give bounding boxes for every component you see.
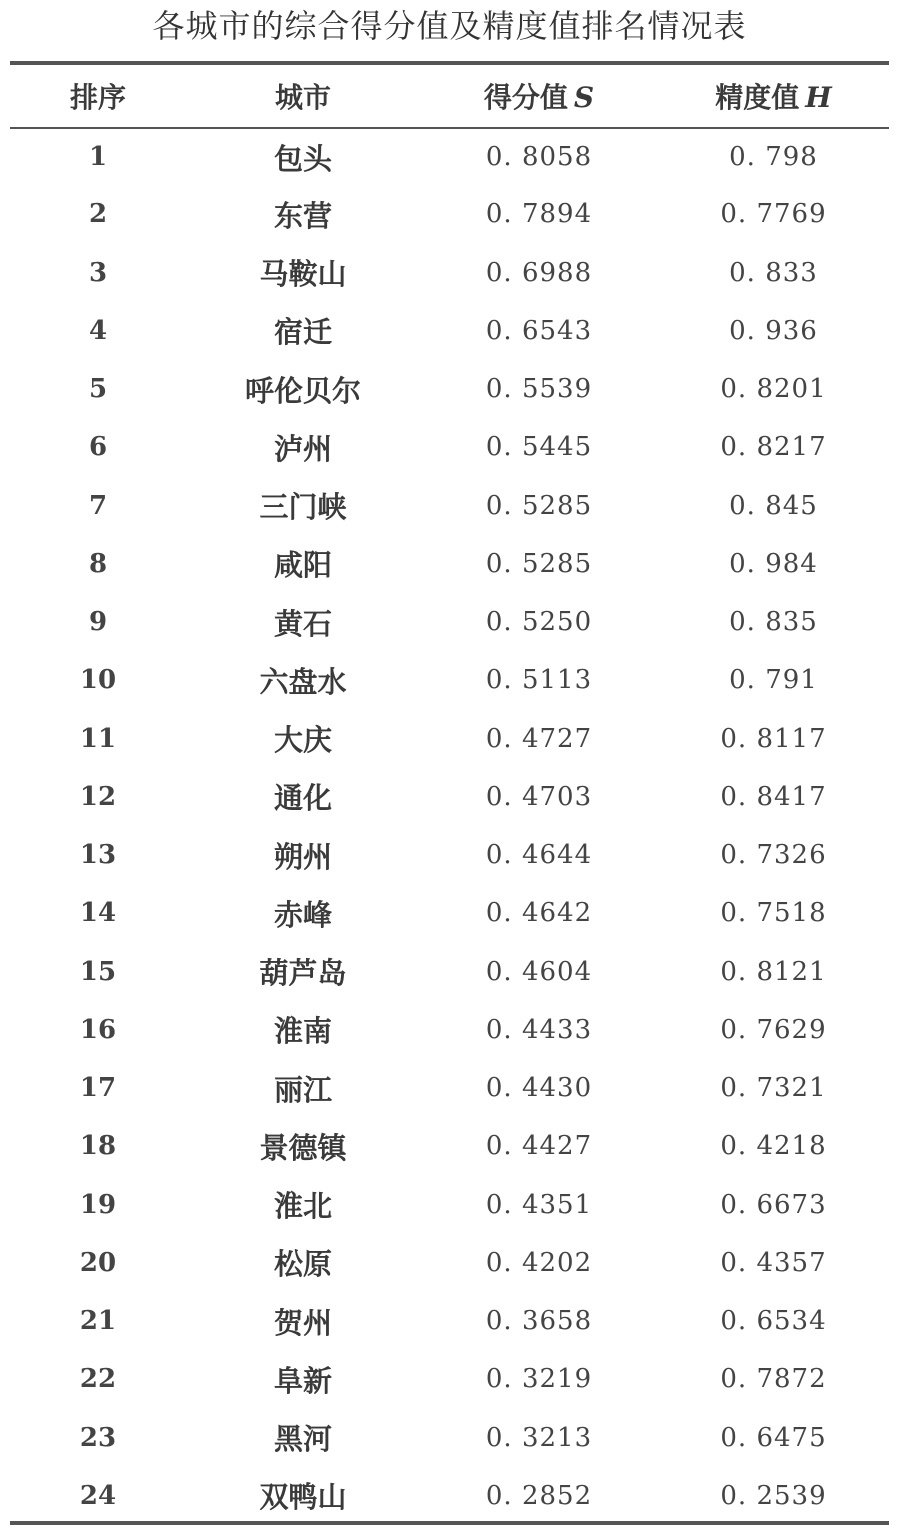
precision-cell: 0. 7518 [720, 898, 827, 929]
precision-cell: 0. 845 [729, 490, 818, 521]
city-cell: 黑河 [273, 1422, 332, 1457]
table-row [10, 651, 889, 709]
table-body [10, 127, 889, 1525]
rank-cell: 9 [88, 607, 108, 638]
score-cell: 0. 5285 [485, 490, 593, 521]
header-precision-symbol: H [805, 81, 832, 114]
city-cell: 淮北 [273, 1189, 332, 1224]
score-cell: 0. 3213 [485, 1422, 593, 1453]
table-row [10, 1409, 889, 1467]
precision-cell: 0. 7326 [720, 840, 827, 871]
city-cell: 赤峰 [273, 897, 332, 932]
score-cell: 0. 3658 [485, 1306, 593, 1337]
rank-cell: 16 [79, 1014, 117, 1045]
precision-cell: 0. 7872 [720, 1364, 827, 1395]
city-cell: 通化 [273, 781, 332, 816]
city-cell: 淮南 [273, 1014, 332, 1049]
city-cell: 大庆 [273, 723, 332, 758]
rank-cell: 3 [88, 257, 108, 288]
city-cell: 朔州 [273, 839, 332, 874]
header-city [186, 65, 420, 127]
city-cell: 马鞍山 [259, 257, 347, 292]
table-row [10, 185, 889, 243]
header-score-label: 得分值 [483, 81, 568, 114]
score-cell: 0. 6543 [485, 315, 593, 346]
header-city-label: 城市 [274, 81, 331, 114]
rank-cell: 4 [88, 315, 108, 346]
score-cell: 0. 8058 [485, 142, 593, 173]
table-header [10, 65, 889, 127]
precision-cell: 0. 791 [729, 665, 818, 696]
table-row [10, 418, 889, 476]
table-row [10, 710, 889, 768]
table-row [10, 1467, 889, 1525]
table-row [10, 477, 889, 535]
score-cell: 0. 5250 [485, 607, 593, 638]
rank-cell: 23 [79, 1422, 117, 1453]
precision-cell: 0. 6475 [720, 1422, 827, 1453]
city-cell: 东营 [273, 198, 332, 233]
city-cell: 贺州 [273, 1305, 332, 1340]
precision-cell: 0. 7769 [720, 199, 827, 230]
table-row [10, 826, 889, 884]
score-cell: 0. 4642 [485, 898, 593, 929]
city-cell: 景德镇 [259, 1130, 347, 1165]
city-cell: 丽江 [273, 1072, 332, 1107]
score-cell: 0. 4727 [485, 723, 593, 754]
precision-cell: 0. 6673 [720, 1189, 827, 1220]
precision-cell: 0. 6534 [720, 1306, 827, 1337]
precision-cell: 0. 833 [729, 257, 818, 288]
city-cell: 六盘水 [259, 664, 347, 699]
table-row [10, 593, 889, 651]
table-row [10, 360, 889, 418]
precision-cell: 0. 984 [729, 548, 818, 579]
table-row [10, 1176, 889, 1234]
table-row [10, 127, 889, 185]
score-cell: 0. 6988 [485, 257, 593, 288]
precision-cell: 0. 835 [729, 607, 818, 638]
header-row [10, 65, 889, 127]
rank-cell: 5 [88, 374, 108, 405]
score-cell: 0. 4202 [485, 1247, 593, 1278]
rank-cell: 21 [79, 1306, 117, 1337]
city-cell: 葫芦岛 [259, 956, 347, 991]
score-cell: 0. 3219 [485, 1364, 593, 1395]
precision-cell: 0. 8201 [720, 374, 827, 405]
precision-cell: 0. 4218 [720, 1131, 827, 1162]
score-cell: 0. 4703 [485, 781, 593, 812]
score-cell: 0. 4644 [485, 840, 593, 871]
table-row [10, 768, 889, 826]
precision-cell: 0. 7321 [720, 1073, 827, 1104]
precision-cell: 0. 2539 [720, 1480, 827, 1511]
precision-cell: 0. 7629 [720, 1014, 827, 1045]
score-cell: 0. 4604 [485, 956, 593, 987]
score-cell: 0. 7894 [485, 199, 593, 230]
header-precision-label: 精度值 [715, 81, 800, 114]
city-cell: 包头 [273, 141, 332, 176]
rank-cell: 20 [79, 1247, 117, 1278]
table-row [10, 1350, 889, 1408]
city-cell: 黄石 [273, 606, 332, 641]
score-cell: 0. 4427 [485, 1131, 593, 1162]
header-score [420, 65, 658, 127]
rank-cell: 24 [79, 1480, 117, 1511]
table-row [10, 1234, 889, 1292]
rank-cell: 17 [79, 1073, 117, 1104]
table-row [10, 884, 889, 942]
score-cell: 0. 5285 [485, 548, 593, 579]
header-rank [10, 65, 186, 127]
rank-cell: 1 [88, 142, 108, 173]
precision-cell: 0. 4357 [720, 1247, 827, 1278]
rank-cell: 18 [79, 1131, 117, 1162]
rank-cell: 8 [88, 548, 108, 579]
rank-cell: 7 [88, 490, 108, 521]
rank-cell: 2 [88, 199, 108, 230]
score-cell: 0. 4351 [485, 1189, 593, 1220]
table-row [10, 535, 889, 593]
rank-cell: 19 [79, 1189, 117, 1220]
city-cell: 泸州 [273, 431, 332, 466]
table-row [10, 1001, 889, 1059]
score-cell: 0. 5445 [485, 432, 593, 463]
city-cell: 阜新 [273, 1363, 332, 1398]
score-cell: 0. 5539 [485, 374, 593, 405]
rank-cell: 6 [88, 432, 108, 463]
header-precision [658, 65, 889, 127]
table-row [10, 1059, 889, 1117]
city-cell: 宿迁 [273, 315, 332, 350]
ranking-table [10, 65, 889, 1525]
rank-cell: 13 [79, 840, 117, 871]
table-row [10, 1292, 889, 1350]
rank-cell: 14 [79, 898, 117, 929]
rank-cell: 12 [79, 781, 117, 812]
precision-cell: 0. 798 [729, 142, 818, 173]
table-row [10, 1117, 889, 1175]
score-cell: 0. 4433 [485, 1014, 593, 1045]
city-cell: 三门峡 [259, 490, 347, 525]
header-rank-label: 排序 [69, 81, 126, 114]
city-cell: 双鸭山 [259, 1480, 347, 1515]
header-score-symbol: S [573, 81, 595, 114]
table-title: 各城市的综合得分值及精度值排名情况表 [152, 7, 747, 45]
rank-cell: 15 [79, 956, 117, 987]
rank-cell: 22 [79, 1364, 117, 1395]
rank-cell: 11 [79, 723, 117, 754]
table-row [10, 244, 889, 302]
score-cell: 0. 4430 [485, 1073, 593, 1104]
city-cell: 松原 [273, 1247, 332, 1282]
score-cell: 0. 5113 [485, 665, 593, 696]
city-cell: 咸阳 [273, 548, 332, 583]
precision-cell: 0. 8417 [720, 781, 827, 812]
score-cell: 0. 2852 [485, 1480, 593, 1511]
precision-cell: 0. 8217 [720, 432, 827, 463]
precision-cell: 0. 936 [729, 315, 818, 346]
city-cell: 呼伦贝尔 [244, 373, 361, 408]
precision-cell: 0. 8117 [720, 723, 827, 754]
table-row [10, 302, 889, 360]
table-row [10, 943, 889, 1001]
precision-cell: 0. 8121 [720, 956, 827, 987]
rank-cell: 10 [79, 665, 117, 696]
